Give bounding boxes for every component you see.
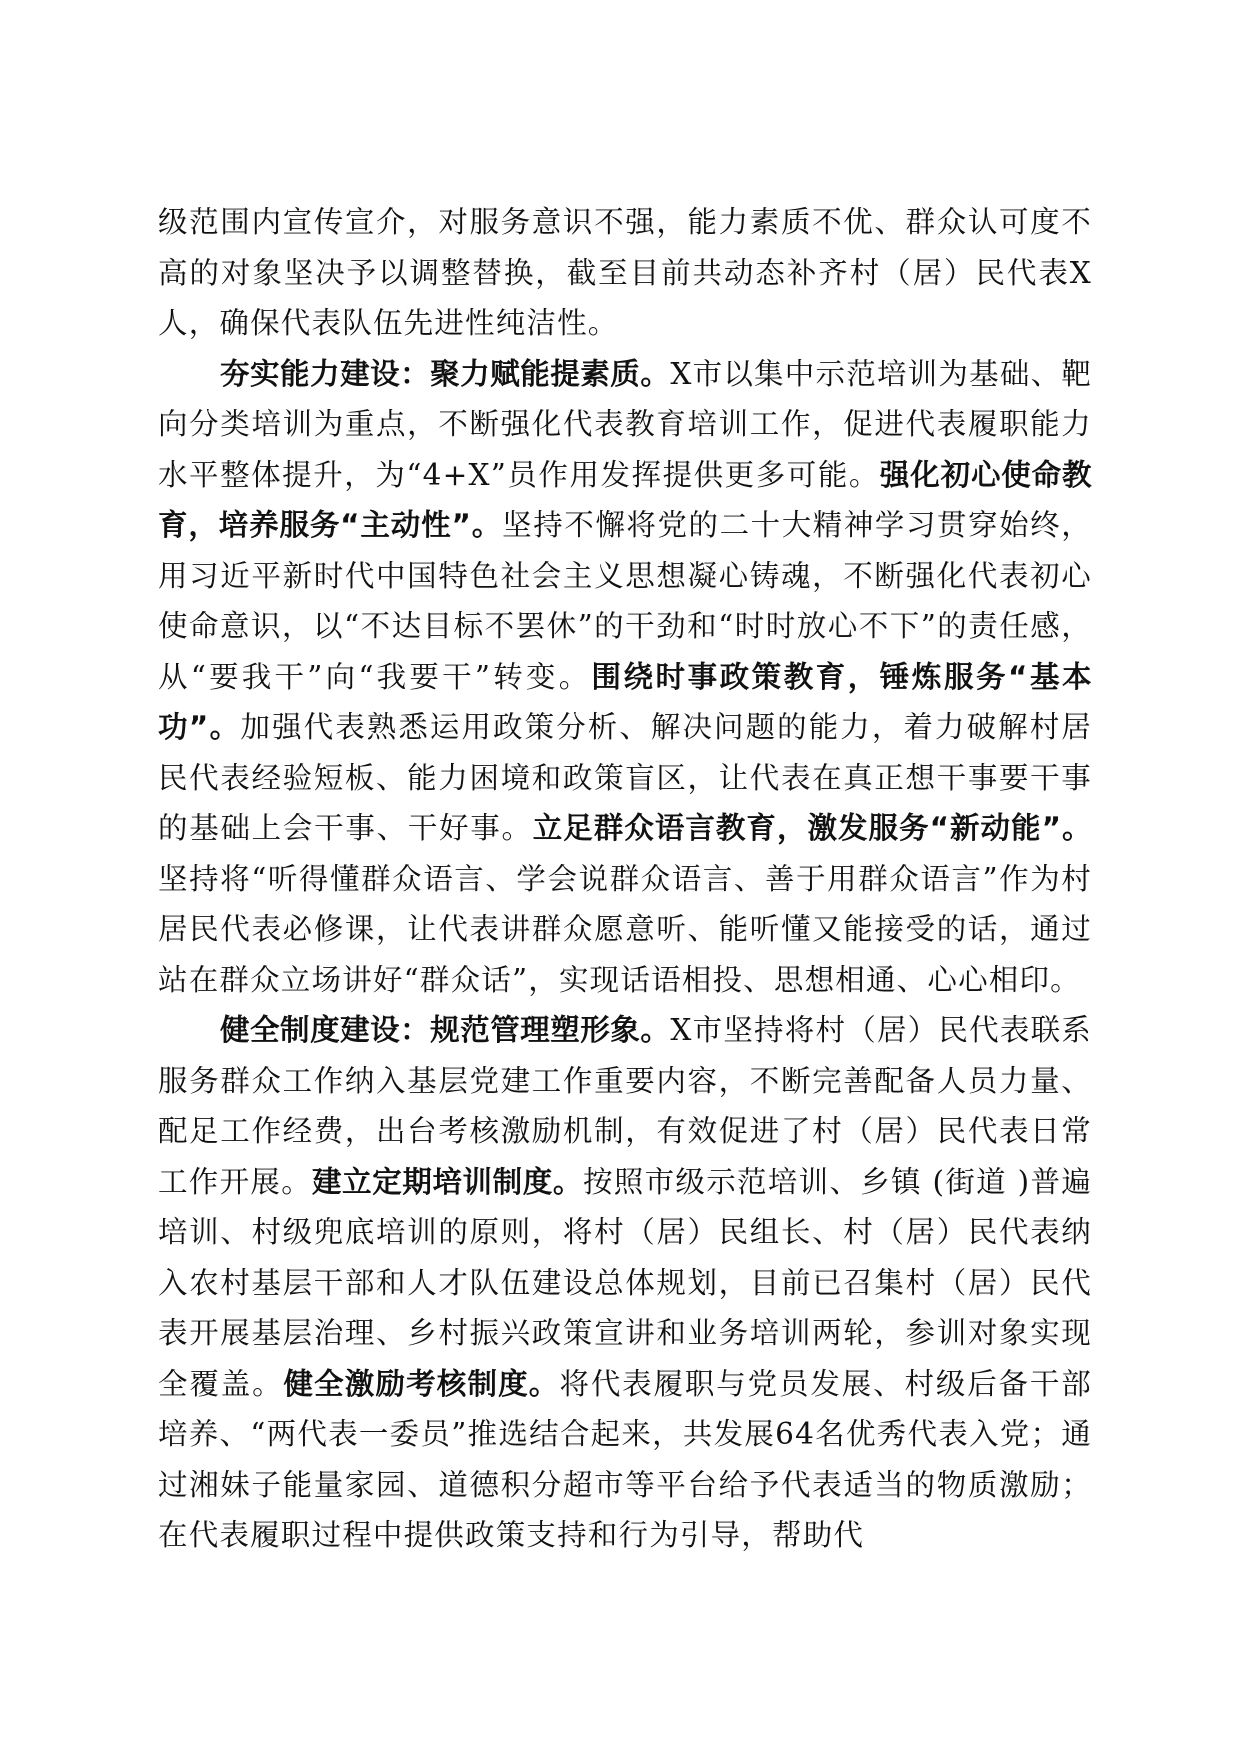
paragraph-continuation	[158, 197, 1092, 349]
section-heading-capability: 夯实能力建设：聚力赋能提素质。	[220, 356, 671, 391]
subheading-training-system: 建立定期培训制度。	[312, 1164, 583, 1199]
subheading-mission-education: 强化初心使命教育，培养服务“主动性”。	[158, 457, 1092, 542]
paragraph-capability-building	[158, 349, 1092, 1006]
section-heading-system: 健全制度建设：规范管理塑形象。	[220, 1013, 671, 1047]
paragraph-system-building	[158, 1005, 1092, 1561]
paragraph-text: 将代表履职与党员发展、村级后备干部培养、“两代表一委员”推选结合起来，共发展64名优秀代表入党；通过湘妹子能量家园、道德积分超市等平台给予代表适当的物质激励；在代表履职过程中提供政策支持和行为引导，帮助代	[158, 1366, 1092, 1552]
subheading-policy-education: 围绕时事政策教育，锤炼服务“基本功”。	[158, 659, 1092, 744]
paragraph-text: 级范围内宣传宣介，对服务意识不强，能力素质不优、群众认可度不高的对象坚决予以调整替换，截至目前共动态补齐村（居）民代表X人，确保代表队伍先进性纯洁性。	[158, 205, 1092, 340]
paragraph-text: X市以集中示范培训为基础、靶向分类培训为重点，不断强化代表教育培训工作，促进代表履职能力水平整体提升，为“4+X”员作用发挥提供更多可能。	[158, 356, 1092, 492]
paragraph-text: X市坚持将村（居）民代表联系服务群众工作纳入基层党建工作重要内容，不断完善配备人员力量、配足工作经费，出台考核激励机制，有效促进了村（居）民代表日常工作开展。	[158, 1013, 1092, 1199]
paragraph-text: 按照市级示范培训、乡镇 (街道 )普遍培训、村级兜底培训的原则，将村（居）民组长、村（居）民代表纳入农村基层干部和人才队伍建设总体规划，目前已召集村（居）民代表开展基层治理、乡村振兴政策宣讲和业务培训两轮，参训对象实现全覆盖。	[158, 1164, 1092, 1401]
paragraph-text: 坚持不懈将党的二十大精神学习贯穿始终，用习近平新时代中国特色社会主义思想凝心铸魂，不断强化代表初心使命意识，以“不达目标不罢休”的干劲和“时时放心不下”的责任感，从“要我干”向“我要干”转变。	[158, 508, 1092, 694]
subheading-incentive-system: 健全激励考核制度。	[283, 1366, 560, 1401]
document-page	[158, 197, 1092, 1561]
subheading-language-education: 立足群众语言教育，激发服务“新动能”。	[532, 811, 1092, 845]
paragraph-text: 坚持将“听得懂群众语言、学会说群众语言、善于用群众语言”作为村居民代表必修课，让代表讲群众愿意听、能听懂又能接受的话，通过站在群众立场讲好“群众话”，实现话语相投、思想相通、心心相印。	[158, 861, 1092, 997]
paragraph-text: 加强代表熟悉运用政策分析、解决问题的能力，着力破解村居民代表经验短板、能力困境和政策盲区，让代表在真正想干事要干事的基础上会干事、干好事。	[158, 710, 1092, 845]
